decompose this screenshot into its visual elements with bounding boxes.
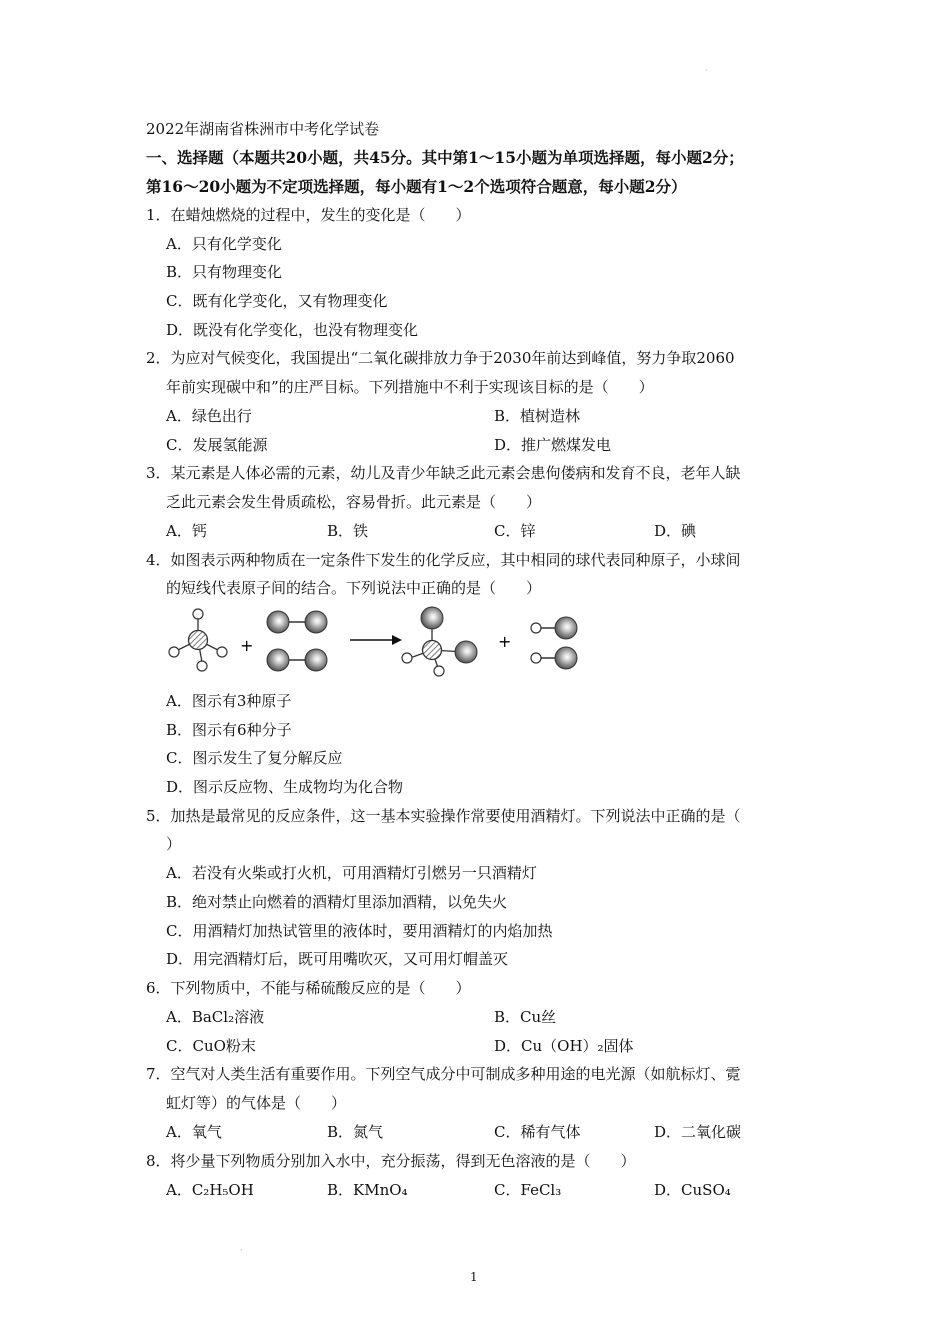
q7-option-a: A．氧气: [166, 1123, 222, 1141]
q1-option-b: B．只有物理变化: [166, 263, 283, 281]
q5-option-b: B．绝对禁止向燃着的酒精灯里添加酒精，以免失火: [166, 893, 508, 911]
scan-mark: ·: [705, 66, 708, 75]
q1-option-c: C．既有化学变化，又有物理变化: [166, 292, 388, 310]
q3-option-d: D．碘: [654, 522, 697, 540]
q1-option-d: D．既没有化学变化，也没有物理变化: [166, 321, 419, 339]
q6-option-a: A．BaCl₂溶液: [166, 1008, 265, 1026]
question-4-line2: 的短线代表原子间的结合。下列说法中正确的是（ ）: [166, 579, 542, 597]
q4-option-c: C．图示发生了复分解反应: [166, 749, 343, 767]
q2-option-b: B．植树造林: [494, 407, 581, 425]
q2-option-a: A．绿色出行: [166, 407, 252, 425]
q6-option-c: C．CuO粉末: [166, 1037, 256, 1055]
section-header-line2: 第16～20小题为不定项选择题，每小题有1～2个选项符合题意，每小题2分）: [146, 177, 687, 196]
product-molecule-1: [402, 607, 477, 676]
q5-option-c: C．用酒精灯加热试管里的液体时，要用酒精灯的内焰加热: [166, 922, 553, 940]
q3-option-a: A．钙: [166, 522, 207, 540]
exam-title: 2022年湖南省株洲市中考化学试卷: [146, 120, 380, 138]
q7-option-d: D．二氧化碳: [654, 1123, 742, 1141]
product-molecule-2: [531, 617, 577, 669]
q8-option-a: A．C₂H₅OH: [166, 1181, 254, 1199]
question-7-line1: 7．空气对人类生活有重要作用。下列空气成分中可制成多种用途的电光源（如航标灯、霓: [146, 1065, 741, 1083]
q6-option-d: D．Cu（OH）₂固体: [494, 1037, 634, 1055]
question-3-line1: 3．某元素是人体必需的元素，幼儿及青少年缺乏此元素会患佝偻病和发育不良，老年人缺: [146, 464, 741, 482]
reactant-molecule-1: [169, 609, 227, 671]
q4-option-a: A．图示有3种原子: [166, 692, 292, 710]
q6-option-b: B．Cu丝: [494, 1008, 557, 1026]
reaction-arrow: [350, 635, 402, 645]
question-8: 8．将少量下列物质分别加入水中，充分振荡，得到无色溶液的是（ ）: [146, 1152, 636, 1170]
question-5-line2: ）: [166, 835, 182, 853]
question-6: 6．下列物质中，不能与稀硫酸反应的是（ ）: [146, 979, 471, 997]
q7-option-b: B．氮气: [327, 1123, 384, 1141]
section-header-line1: 一、选择题（本题共20小题，共45分。其中第1～15小题为单项选择题，每小题2分；: [146, 148, 744, 167]
q8-option-c: C．FeCl₃: [494, 1181, 562, 1199]
q4-option-b: B．图示有6种分子: [166, 721, 292, 739]
reactant-molecule-2: [267, 611, 327, 671]
q4-option-d: D．图示反应物、生成物均为化合物: [166, 778, 404, 796]
q5-option-d: D．用完酒精灯后，既可用嘴吹灭，又可用灯帽盖灭: [166, 950, 509, 968]
scan-mark: ·: [240, 1246, 243, 1255]
question-2-line2: 年前实现碳中和”的庄严目标。下列措施中不利于实现该目标的是（ ）: [166, 378, 654, 396]
q5-option-a: A．若没有火柴或打火机，可用酒精灯引燃另一只酒精灯: [166, 864, 537, 882]
page-number: 1: [470, 1270, 478, 1284]
q3-option-b: B．铁: [327, 522, 369, 540]
question-7-line2: 虹灯等）的气体是（ ）: [166, 1094, 347, 1112]
reaction-diagram: [160, 600, 600, 682]
question-5-line1: 5．加热是最常见的反应条件，这一基本实验操作常要使用酒精灯。下列说法中正确的是（: [146, 807, 741, 825]
q7-option-c: C．稀有气体: [494, 1123, 581, 1141]
question-1: 1．在蜡烛燃烧的过程中，发生的变化是（ ）: [146, 206, 471, 224]
q2-option-d: D．推广燃煤发电: [494, 436, 612, 454]
q3-option-c: C．锌: [494, 522, 536, 540]
q8-option-b: B．KMnO₄: [327, 1181, 408, 1199]
q1-option-a: A．只有化学变化: [166, 235, 282, 253]
plus-sign-2: +: [498, 632, 512, 651]
q8-option-d: D．CuSO₄: [654, 1181, 731, 1199]
question-3-line2: 乏此元素会发生骨质疏松，容易骨折。此元素是（ ）: [166, 493, 542, 511]
plus-sign-1: +: [240, 636, 254, 655]
question-2-line1: 2．为应对气候变化，我国提出“二氧化碳排放力争于2030年前达到峰值，努力争取2060: [146, 349, 735, 367]
question-4-line1: 4．如图表示两种物质在一定条件下发生的化学反应，其中相同的球代表同种原子，小球间: [146, 551, 741, 569]
q2-option-c: C．发展氢能源: [166, 436, 268, 454]
